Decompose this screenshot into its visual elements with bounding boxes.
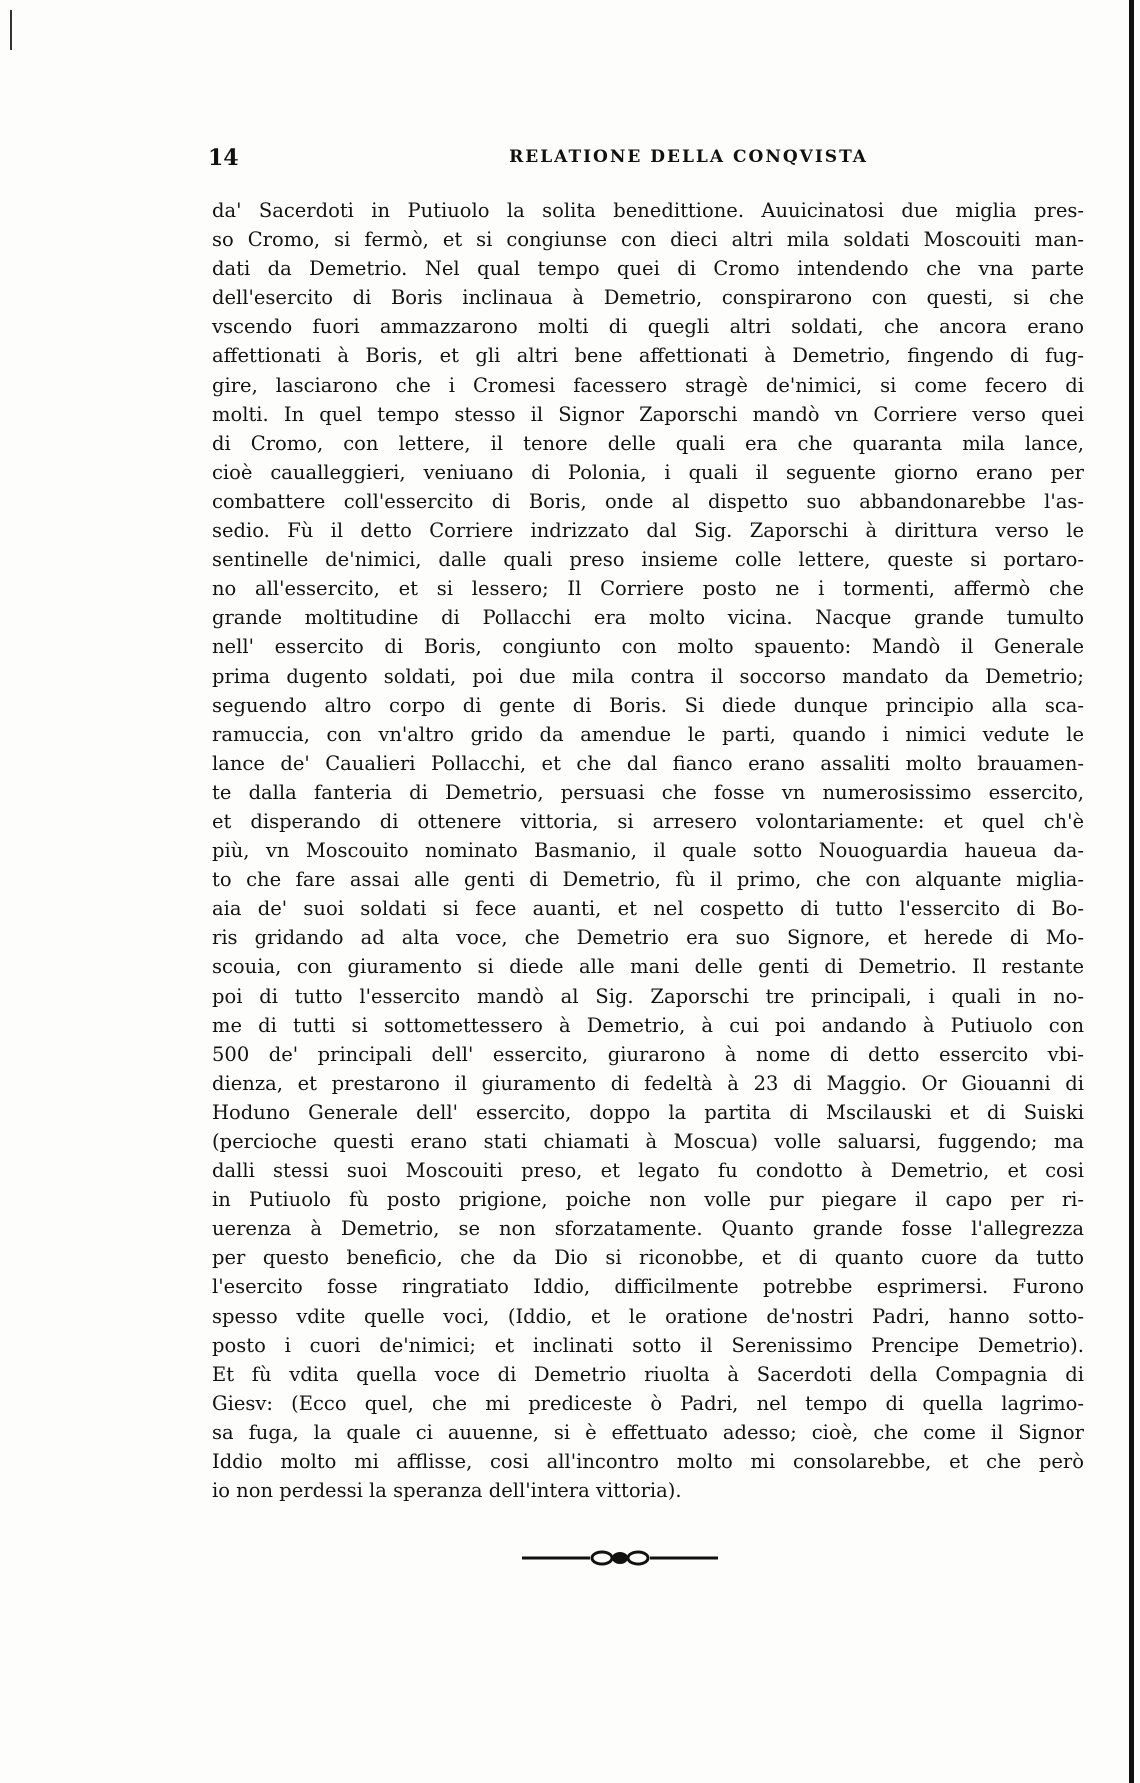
- text-line: scouia, con giuramento si diede alle mani delle genti di Demetrio. Il restante: [212, 955, 1084, 979]
- text-line: affettionati à Boris, et gli altri bene affettionati à Demetrio, fingendo di fug-: [212, 344, 1084, 368]
- text-line: Et fù vdita quella voce di Demetrio riuolta à Sacerdoti della Compagnia di: [212, 1362, 1084, 1386]
- text-line: nell' essercito di Boris, congiunto con molto spauento: Mandò il Generale: [212, 635, 1084, 659]
- text-line: (percioche questi erano stati chiamati à Moscua) volle saluarsi, fuggendo; ma: [212, 1130, 1084, 1153]
- page-number: 14: [208, 145, 239, 171]
- text-line: ramuccia, con vn'altro grido da amendue le parti, quando i nimici vedute le: [212, 722, 1084, 746]
- text-line: prima dugento soldati, poi due mila contra il soccorso mandato da Demetrio;: [212, 664, 1084, 688]
- text-line: dienza, et prestarono il giuramento di fedeltà à 23 di Maggio. Or Giouanni di: [212, 1071, 1084, 1095]
- text-line: cioè caualleggieri, veniuano di Polonia, i quali il seguente giorno erano per: [212, 460, 1084, 484]
- text-line: combattere coll'essercito di Boris, onde al dispetto suo abbandonarebbe l'as-: [212, 489, 1084, 513]
- text-line: molti. In quel tempo stesso il Signor Zaporschi mandò vn Corriere verso quei: [212, 402, 1084, 426]
- text-line: aia de' suoi soldati si fece auanti, et nel cospetto di tutto l'essercito di Bo-: [212, 897, 1084, 921]
- text-line: più, vn Moscouito nominato Basmanio, il quale sotto Nouoguardia haueua da-: [212, 839, 1084, 863]
- text-line: in Putiuolo fù posto prigione, poiche non volle pur piegare il capo per ri-: [212, 1188, 1084, 1212]
- running-title: RELATIONE DELLA CONQVISTA: [509, 147, 868, 167]
- text-line: Iddio molto mi afflisse, cosi all'incontro molto mi consolarebbe, et che però: [212, 1450, 1084, 1474]
- text-line: spesso vdite quelle voci, (Iddio, et le oratione de'nostri Padri, hanno sotto-: [212, 1304, 1084, 1328]
- text-line: di Cromo, con lettere, il tenore delle quali era che quaranta mila lance,: [212, 431, 1084, 455]
- page-edge-shadow: [1129, 0, 1134, 1783]
- text-line: poi di tutto l'essercito mandò al Sig. Zaporschi tre principali, i quali in no-: [212, 984, 1084, 1008]
- text-line: et disperando di ottenere vittoria, si arresero volontariamente: et quel ch'è: [212, 809, 1084, 833]
- text-line: ris gridando ad alta voce, che Demetrio era suo Signore, et herede di Mo-: [212, 926, 1084, 950]
- margin-mark: [10, 10, 12, 50]
- body-text: [212, 196, 1084, 1505]
- text-line: lance de' Caualieri Pollacchi, et che dal fianco erano assaliti molto brauamen-: [212, 751, 1084, 775]
- page-header: [208, 145, 868, 175]
- text-line: seguendo altro corpo di gente di Boris. Si diede dunque principio alla sca-: [212, 693, 1084, 717]
- text-line: Giesv: (Ecco quel, che mi prediceste ò Padri, nel tempo di quella lagrimo-: [212, 1391, 1084, 1415]
- text-line: l'esercito fosse ringratiato Iddio, difficilmente potrebbe esprimersi. Furono: [212, 1275, 1084, 1299]
- text-line: dalli stessi suoi Moscouiti preso, et legato fu condotto à Demetrio, et cosi: [212, 1159, 1084, 1183]
- text-line: te dalla fanteria di Demetrio, persuasi che fosse vn numerosissimo essercito,: [212, 780, 1084, 804]
- text-line: 500 de' principali dell' essercito, giurarono à nome di detto essercito vbi-: [212, 1042, 1084, 1066]
- text-line: per questo beneficio, che da Dio si riconobbe, et di quanto cuore da tutto: [212, 1246, 1084, 1270]
- text-line: no all'essercito, et si lessero; Il Corriere posto ne i tormenti, affermò che: [212, 577, 1084, 601]
- text-line: dell'esercito di Boris inclinaua à Demetrio, conspirarono con questi, si che: [212, 286, 1084, 310]
- text-line: Hoduno Generale dell' essercito, doppo la partita di Mscilauski et di Suiski: [212, 1100, 1084, 1124]
- text-line: grande moltitudine di Pollacchi era molto vicina. Nacque grande tumulto: [212, 606, 1084, 630]
- text-line: sentinelle de'nimici, dalle quali preso insieme colle lettere, queste si portaro-: [212, 548, 1084, 572]
- text-line: sa fuga, la quale ci auuenne, si è effettuato adesso; cioè, che come il Signor: [212, 1420, 1084, 1444]
- text-line: uerenza à Demetrio, se non sforzatamente. Quanto grande fosse l'allegrezza: [212, 1217, 1084, 1241]
- text-line: so Cromo, si fermò, et si congiunse con dieci altri mila soldati Moscouiti man-: [212, 228, 1084, 252]
- text-line: me di tutti si sottomettessero à Demetrio, à cui poi andando à Putiuolo con: [212, 1013, 1084, 1037]
- text-line: da' Sacerdoti in Putiuolo la solita benedittione. Auuicinatosi due miglia pres-: [212, 199, 1084, 222]
- text-line: to che fare assai alle genti di Demetrio, fù il primo, che con alquante miglia-: [212, 868, 1084, 892]
- text-line: vscendo fuori ammazzarono molti di quegli altri soldati, che ancora erano: [212, 315, 1084, 339]
- text-line: posto i cuori de'nimici; et inclinati sotto il Serenissimo Prencipe Demetrio).: [212, 1333, 1084, 1357]
- text-line: sedio. Fù il detto Corriere indrizzato dal Sig. Zaporschi à dirittura verso le: [212, 519, 1084, 543]
- text-line: dati da Demetrio. Nel qual tempo quei di Cromo intendendo che vna parte: [212, 257, 1084, 281]
- ornamental-rule-icon: [520, 1548, 720, 1568]
- text-line: gire, lasciarono che i Cromesi facessero stragè de'nimici, si come fecero di: [212, 373, 1084, 397]
- text-line: io non perdessi la speranza dell'intera vittoria).: [212, 1479, 682, 1503]
